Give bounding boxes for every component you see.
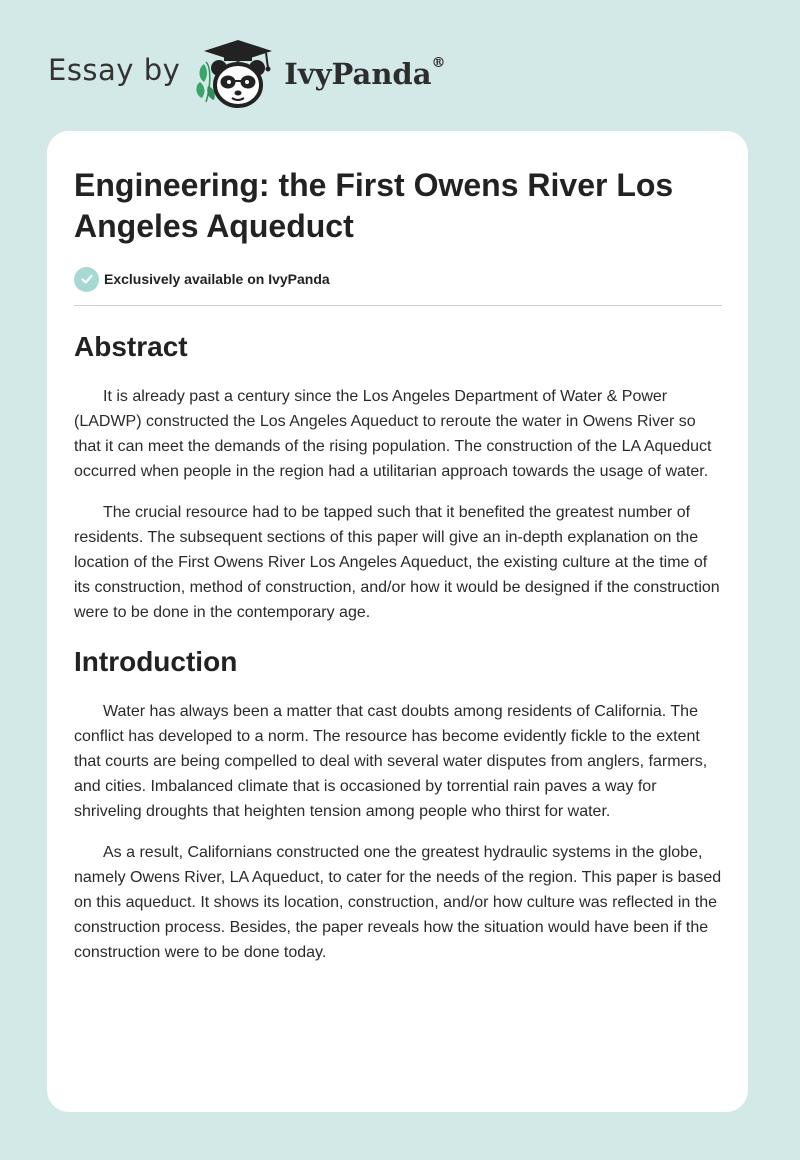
panda-graduate-icon[interactable]	[194, 38, 284, 110]
brand-name: IvyPanda®	[284, 55, 446, 91]
essay-by-label: Essay by	[48, 53, 181, 87]
check-icon	[74, 267, 99, 292]
site-header	[48, 38, 446, 110]
essay-card	[47, 131, 748, 1112]
section-heading-abstract: Abstract	[74, 331, 188, 362]
abstract-paragraph-2: The crucial resource had to be tapped such that it benefited the greatest number of residents. The subsequent sections of this paper will give an in-depth explanation on the location of the First Owens River Los Angeles Aqueduct, the existing culture at the time of its construction, method of construction, and/or how it would be designed if the construction were to be done in the contemporary age.	[74, 504, 720, 621]
introduction-paragraph-2: As a result, Californians constructed one the greatest hydraulic systems in the globe, namely Owens River, LA Aqueduct, to cater for the needs of the region. This paper is based on this aqueduct. It shows its location, construction, and/or how culture was reflected in the construction process. Besides, the paper reveals how the situation would have been if the construction were to be done today.	[74, 844, 722, 961]
section-heading-introduction: Introduction	[74, 646, 238, 677]
title-divider	[74, 305, 722, 306]
abstract-paragraph-1: It is already past a century since the Los Angeles Department of Water & Power (LADWP) constructed the Los Angeles Aqueduct to reroute the water in Owens River so that it can meet the demands of the rising population. The construction of the LA Aqueduct occurred when people in the region had a utilitarian approach towards the usage of water.	[74, 388, 712, 480]
registered-mark: ®	[431, 55, 446, 72]
introduction-paragraph-1: Water has always been a matter that cast doubts among residents of California. The conflict has developed to a norm. The resource has become evidently fickle to the extent that courts are being compelled to deal with several water disputes from anglers, farmers, and cities. Imbalanced climate that is occasioned by torrential rain paves a way for shriveling droughts that heighten tension among people who thirst for water.	[74, 703, 708, 820]
exclusive-badge	[74, 265, 722, 293]
exclusive-badge-label: Exclusively available on IvyPanda	[104, 271, 330, 287]
page-title: Engineering: the First Owens River Los Angeles Aqueduct	[74, 167, 674, 244]
